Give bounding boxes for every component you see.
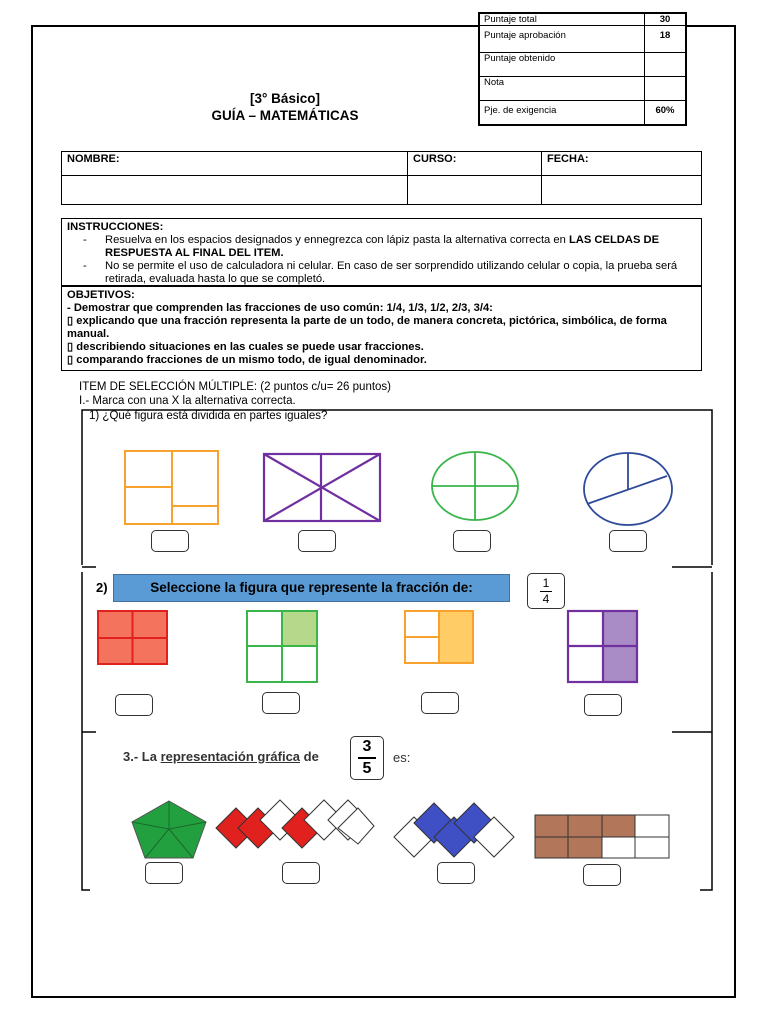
instruction-text: Resuelva en los espacios designados y ennegrezca con lápiz pasta la alternativa correcta en: [105, 234, 569, 246]
fecha-label: FECHA:: [542, 152, 702, 176]
question-2-number: 2): [96, 580, 108, 595]
q3-answer-d[interactable]: [583, 864, 621, 886]
q3-answer-c[interactable]: [437, 862, 475, 884]
score-label: Nota: [479, 77, 645, 101]
score-label: Pje. de exigencia: [479, 101, 645, 125]
score-label: Puntaje obtenido: [479, 53, 645, 77]
q1-figure-a-square: [124, 450, 220, 526]
objective-line: - Demostrar que comprenden las fracciones de uso común: 1/4, 1/3, 1/2, 2/3, 3/4:: [67, 302, 493, 314]
instruction-emphasis: LAS CELDAS DE RESPUESTA AL FINAL DEL ITEM.: [105, 234, 660, 259]
objective-line: ▯ explicando que una fracción representa la parte de un todo, de manera concreta, pictórica, simbólica, de forma manual.: [67, 315, 667, 340]
q2-answer-b[interactable]: [262, 692, 300, 714]
fraction-numerator: 3: [362, 738, 372, 755]
question-3-underlined: representación gráfica: [160, 749, 301, 764]
fraction-bar: [358, 757, 376, 759]
q1-figure-d-circle: [582, 451, 674, 527]
q2-figure-c-square: [404, 610, 474, 664]
page-title: GUÍA – MATEMÁTICAS: [211, 108, 359, 123]
q2-answer-c[interactable]: [421, 692, 459, 714]
q3-figure-a-pentagon: [130, 800, 208, 860]
q2-figure-b-square: [246, 610, 318, 684]
score-value: 30: [645, 13, 687, 26]
objective-line: ▯ comparando fracciones de un mismo todo, de igual denominador.: [67, 354, 427, 366]
instruction-item: - No se permite el uso de calculadora ni celular. En caso de ser sorprendido utilizando celular o copia, la prueba será retirada, evaluada hasta lo que se completó.: [105, 260, 696, 286]
fraction-numerator: 1: [542, 576, 550, 590]
q1-answer-a[interactable]: [151, 530, 189, 552]
question-1-text: 1) ¿Qué figura está dividida en partes iguales?: [89, 410, 328, 422]
score-label: Puntaje total: [479, 13, 645, 26]
fraction-denominator: 5: [362, 760, 372, 777]
q3-figure-c-rhombus-group: [392, 803, 524, 859]
q2-figure-a-square: [97, 610, 169, 666]
question-3-suffix: es:: [393, 750, 411, 765]
grade-heading: [3° Básico]: [250, 91, 320, 106]
q3-answer-a[interactable]: [145, 862, 183, 884]
question-3-prefix: 3.- La: [123, 749, 161, 764]
q2-answer-a[interactable]: [115, 694, 153, 716]
q1-answer-d[interactable]: [609, 530, 647, 552]
section-subtitle: I.- Marca con una X la alternativa correcta.: [79, 395, 296, 407]
q1-figure-b-rectangle: [263, 453, 381, 523]
score-label: Puntaje aprobación: [479, 26, 645, 53]
q3-fraction: [350, 736, 384, 780]
nombre-label: NOMBRE:: [62, 152, 408, 176]
objectives-title: OBJETIVOS:: [67, 289, 135, 301]
q3-answer-b[interactable]: [282, 862, 320, 884]
q2-fraction: [527, 573, 565, 609]
instructions-title: INSTRUCCIONES:: [67, 221, 164, 233]
score-value: 18: [645, 26, 687, 53]
q2-figure-d-rectangle: [567, 610, 639, 684]
q1-answer-b[interactable]: [298, 530, 336, 552]
question-3-text: [123, 749, 319, 764]
objective-line: ▯ describiendo situaciones en las cuales se puede usar fracciones.: [67, 341, 424, 353]
section-title: ITEM DE SELECCIÓN MÚLTIPLE: (2 puntos c/u= 26 puntos): [79, 381, 392, 393]
q3-figure-d-grid: [534, 814, 672, 860]
curso-label: CURSO:: [408, 152, 542, 176]
fraction-denominator: 4: [542, 592, 550, 606]
q1-answer-c[interactable]: [453, 530, 491, 552]
q1-figure-c-circle: [430, 450, 520, 522]
score-value: 60%: [645, 101, 687, 125]
question-3-mid: de: [300, 749, 319, 764]
q3-figure-b-rhombus-chain: [216, 800, 376, 858]
q2-answer-d[interactable]: [584, 694, 622, 716]
question-2-banner: Seleccione la figura que represente la fracción de:: [113, 574, 510, 602]
